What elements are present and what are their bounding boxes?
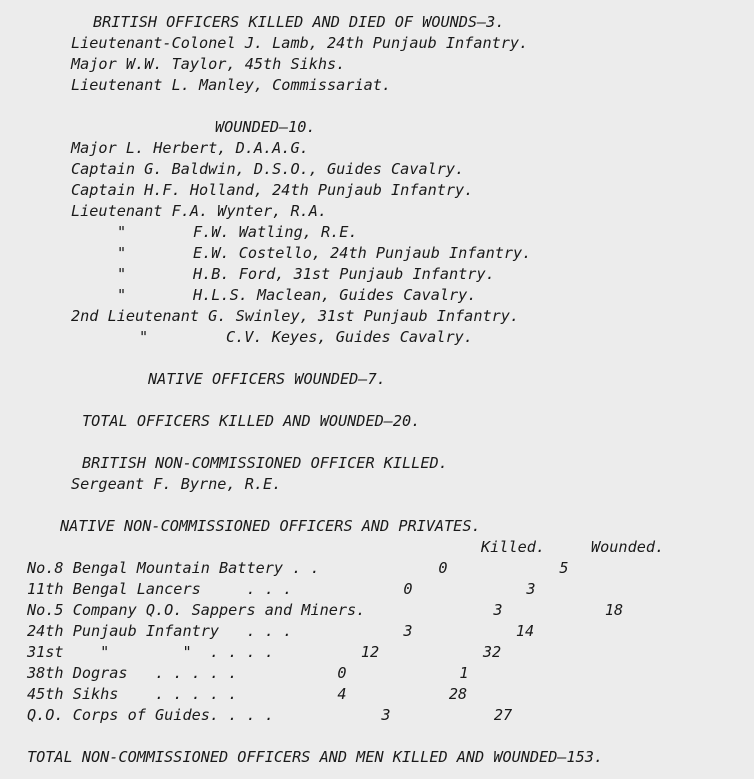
killed-officer-line: Lieutenant L. Manley, Commissariat.	[71, 76, 392, 94]
killed-officer-line: Lieutenant-Colonel J. Lamb, 24th Punjaub Infantry.	[71, 34, 529, 52]
wounded-officer-line: Captain G. Baldwin, D.S.O., Guides Cavalry.	[71, 160, 465, 178]
british-officers-killed-heading: BRITISH OFFICERS KILLED AND DIED OF WOUNDS—3.	[93, 13, 505, 31]
british-nco-heading: BRITISH NON-COMMISSIONED OFFICER KILLED.	[82, 454, 448, 472]
table-row-unit: No.8 Bengal Mountain Battery . .	[27, 559, 320, 577]
native-officers-heading: NATIVE OFFICERS WOUNDED—7.	[148, 370, 386, 388]
table-row-unit: 38th Dogras . . . . .	[27, 664, 238, 682]
ditto-mark: "	[117, 244, 127, 262]
ditto-mark: "	[117, 286, 127, 304]
wounded-officer-line: H.L.S. Maclean, Guides Cavalry.	[193, 286, 477, 304]
ditto-mark: "	[139, 328, 149, 346]
table-row-wounded: 3	[526, 580, 536, 598]
total-officers-heading: TOTAL OFFICERS KILLED AND WOUNDED—20.	[82, 412, 421, 430]
table-row-unit: No.5 Company Q.O. Sappers and Miners.	[27, 601, 366, 619]
table-row-killed: 3	[493, 601, 503, 619]
table-row-unit: Q.O. Corps of Guides. . . .	[27, 706, 274, 724]
table-row-wounded: 18	[604, 601, 624, 619]
table-row-killed: 0	[403, 580, 413, 598]
table-row-killed: 3	[381, 706, 391, 724]
wounded-officer-line: H.B. Ford, 31st Punjaub Infantry.	[193, 265, 495, 283]
table-row-killed: 0	[337, 664, 347, 682]
ditto-mark: "	[117, 265, 127, 283]
native-nco-heading: NATIVE NON-COMMISSIONED OFFICERS AND PRIVATES.	[60, 517, 481, 535]
table-row-killed: 3	[403, 622, 413, 640]
table-row-unit: 24th Punjaub Infantry . . .	[27, 622, 293, 640]
wounded-heading: WOUNDED—10.	[215, 118, 316, 136]
table-row-wounded: 5	[559, 559, 569, 577]
wounded-officer-line: F.W. Watling, R.E.	[193, 223, 358, 241]
column-header-wounded: Wounded.	[591, 538, 665, 556]
table-row-wounded: 28	[448, 685, 468, 703]
killed-officer-line: Major W.W. Taylor, 45th Sikhs.	[71, 55, 346, 73]
column-header-killed: Killed.	[481, 538, 546, 556]
table-row-killed: 0	[438, 559, 448, 577]
wounded-officer-line: C.V. Keyes, Guides Cavalry.	[226, 328, 473, 346]
table-row-unit: 45th Sikhs . . . . .	[27, 685, 238, 703]
wounded-officer-line: Captain H.F. Holland, 24th Punjaub Infantry.	[71, 181, 474, 199]
ditto-mark: "	[117, 223, 127, 241]
wounded-officer-line: E.W. Costello, 24th Punjaub Infantry.	[193, 244, 532, 262]
table-row-wounded: 1	[459, 664, 469, 682]
table-row-wounded: 14	[515, 622, 535, 640]
table-row-killed: 4	[337, 685, 347, 703]
wounded-officer-line: Lieutenant F.A. Wynter, R.A.	[71, 202, 328, 220]
british-nco-name: Sergeant F. Byrne, R.E.	[71, 475, 282, 493]
table-row-wounded: 32	[482, 643, 502, 661]
wounded-officer-line: Major L. Herbert, D.A.A.G.	[71, 139, 309, 157]
wounded-officer-line: 2nd Lieutenant G. Swinley, 31st Punjaub Infantry.	[71, 307, 520, 325]
table-row-unit: 11th Bengal Lancers . . .	[27, 580, 293, 598]
table-row-wounded: 27	[493, 706, 513, 724]
table-row-killed: 12	[360, 643, 380, 661]
table-row-unit: 31st " " . . . .	[27, 643, 274, 661]
grand-total-line: TOTAL NON-COMMISSIONED OFFICERS AND MEN KILLED AND WOUNDED—153.	[27, 748, 604, 766]
